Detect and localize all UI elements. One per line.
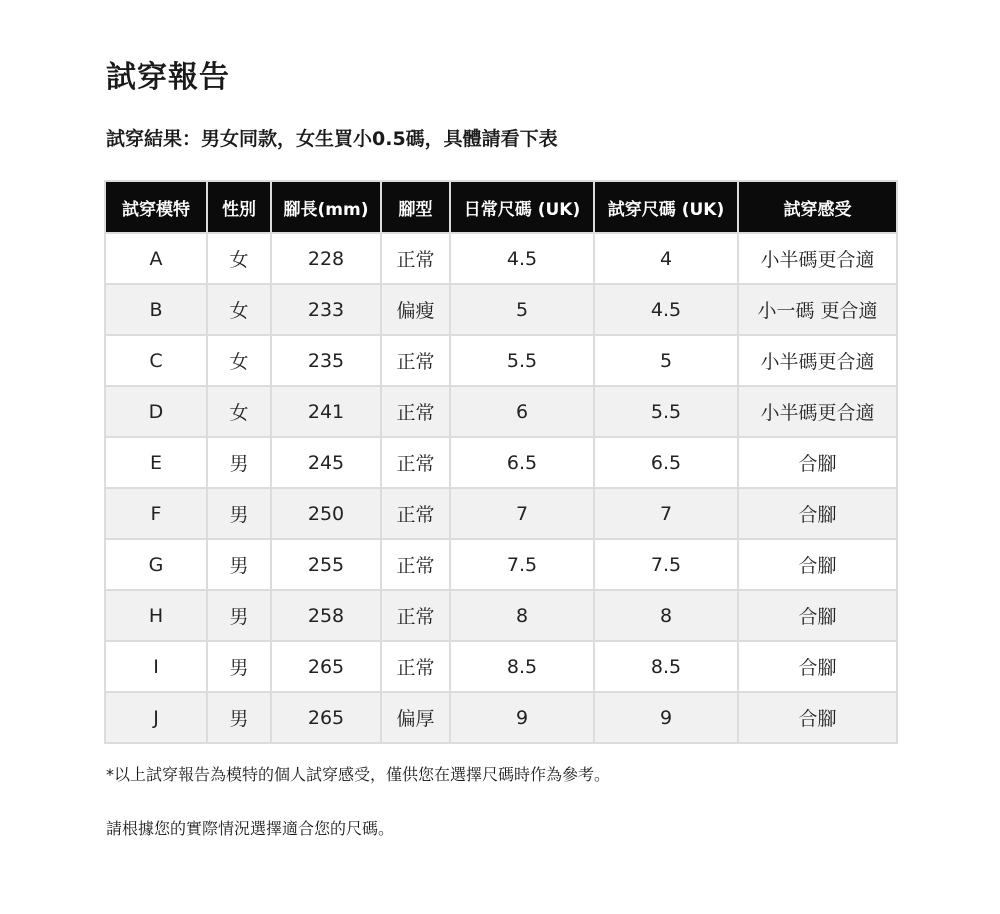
cell-trial-size: 4 (594, 233, 738, 284)
header-foot-length: 腳長(mm) (271, 181, 381, 233)
table-row (105, 692, 897, 743)
cell-trial-size: 4.5 (594, 284, 738, 335)
cell-fit-feeling: 合腳 (738, 437, 897, 488)
cell-model: D (105, 386, 207, 437)
table-row (105, 590, 897, 641)
cell-fit-feeling: 小半碼更合適 (738, 386, 897, 437)
cell-fit-feeling: 小半碼更合適 (738, 335, 897, 386)
cell-model: J (105, 692, 207, 743)
cell-foot-length: 258 (271, 590, 381, 641)
cell-gender: 男 (207, 437, 271, 488)
cell-foot-shape: 正常 (381, 335, 450, 386)
advice-note: 請根據您的實際情況選擇適合您的尺碼。 (106, 819, 395, 838)
cell-gender: 男 (207, 692, 271, 743)
cell-model: H (105, 590, 207, 641)
cell-fit-feeling: 合腳 (738, 539, 897, 590)
cell-foot-shape: 正常 (381, 437, 450, 488)
cell-daily-size: 9 (450, 692, 594, 743)
header-model: 試穿模特 (105, 181, 207, 233)
cell-gender: 男 (207, 641, 271, 692)
cell-fit-feeling: 小半碼更合適 (738, 233, 897, 284)
cell-gender: 女 (207, 233, 271, 284)
cell-foot-length: 265 (271, 641, 381, 692)
cell-daily-size: 8 (450, 590, 594, 641)
cell-foot-length: 255 (271, 539, 381, 590)
cell-model: B (105, 284, 207, 335)
cell-daily-size: 4.5 (450, 233, 594, 284)
cell-fit-feeling: 合腳 (738, 488, 897, 539)
table-row (105, 233, 897, 284)
cell-foot-shape: 偏厚 (381, 692, 450, 743)
cell-foot-length: 228 (271, 233, 381, 284)
cell-foot-shape: 正常 (381, 539, 450, 590)
cell-foot-length: 250 (271, 488, 381, 539)
cell-gender: 男 (207, 590, 271, 641)
cell-model: I (105, 641, 207, 692)
cell-model: A (105, 233, 207, 284)
cell-foot-shape: 正常 (381, 386, 450, 437)
table-header-row (105, 181, 897, 233)
cell-foot-shape: 偏瘦 (381, 284, 450, 335)
table-row (105, 335, 897, 386)
cell-model: C (105, 335, 207, 386)
cell-foot-length: 245 (271, 437, 381, 488)
cell-model: E (105, 437, 207, 488)
fit-report-table (104, 180, 898, 744)
cell-model: G (105, 539, 207, 590)
cell-foot-shape: 正常 (381, 233, 450, 284)
table-row (105, 386, 897, 437)
cell-trial-size: 7.5 (594, 539, 738, 590)
cell-foot-shape: 正常 (381, 590, 450, 641)
cell-daily-size: 8.5 (450, 641, 594, 692)
cell-daily-size: 7.5 (450, 539, 594, 590)
cell-daily-size: 6 (450, 386, 594, 437)
cell-gender: 女 (207, 284, 271, 335)
table-row (105, 488, 897, 539)
table-row (105, 284, 897, 335)
cell-daily-size: 5 (450, 284, 594, 335)
cell-trial-size: 9 (594, 692, 738, 743)
cell-foot-length: 241 (271, 386, 381, 437)
cell-model: F (105, 488, 207, 539)
cell-gender: 女 (207, 386, 271, 437)
cell-foot-shape: 正常 (381, 488, 450, 539)
cell-foot-length: 235 (271, 335, 381, 386)
header-fit-feeling: 試穿感受 (738, 181, 897, 233)
cell-trial-size: 5 (594, 335, 738, 386)
header-trial-size: 試穿尺碼 (UK) (594, 181, 738, 233)
table-row (105, 641, 897, 692)
cell-trial-size: 7 (594, 488, 738, 539)
cell-fit-feeling: 合腳 (738, 692, 897, 743)
cell-daily-size: 5.5 (450, 335, 594, 386)
cell-foot-length: 233 (271, 284, 381, 335)
cell-foot-shape: 正常 (381, 641, 450, 692)
cell-gender: 女 (207, 335, 271, 386)
cell-daily-size: 6.5 (450, 437, 594, 488)
table-row (105, 539, 897, 590)
cell-gender: 男 (207, 539, 271, 590)
cell-daily-size: 7 (450, 488, 594, 539)
page-title: 試穿報告 (106, 60, 230, 95)
cell-trial-size: 8.5 (594, 641, 738, 692)
table-row (105, 437, 897, 488)
cell-trial-size: 8 (594, 590, 738, 641)
cell-trial-size: 5.5 (594, 386, 738, 437)
disclaimer-note: *以上試穿報告為模特的個人試穿感受，僅供您在選擇尺碼時作為參考。 (106, 765, 611, 784)
cell-gender: 男 (207, 488, 271, 539)
header-foot-shape: 腳型 (381, 181, 450, 233)
cell-foot-length: 265 (271, 692, 381, 743)
cell-fit-feeling: 合腳 (738, 590, 897, 641)
cell-trial-size: 6.5 (594, 437, 738, 488)
cell-fit-feeling: 小一碼 更合適 (738, 284, 897, 335)
header-daily-size: 日常尺碼 (UK) (450, 181, 594, 233)
header-gender: 性別 (207, 181, 271, 233)
cell-fit-feeling: 合腳 (738, 641, 897, 692)
fit-summary: 試穿結果：男女同款，女生買小0.5碼，具體請看下表 (106, 128, 558, 150)
